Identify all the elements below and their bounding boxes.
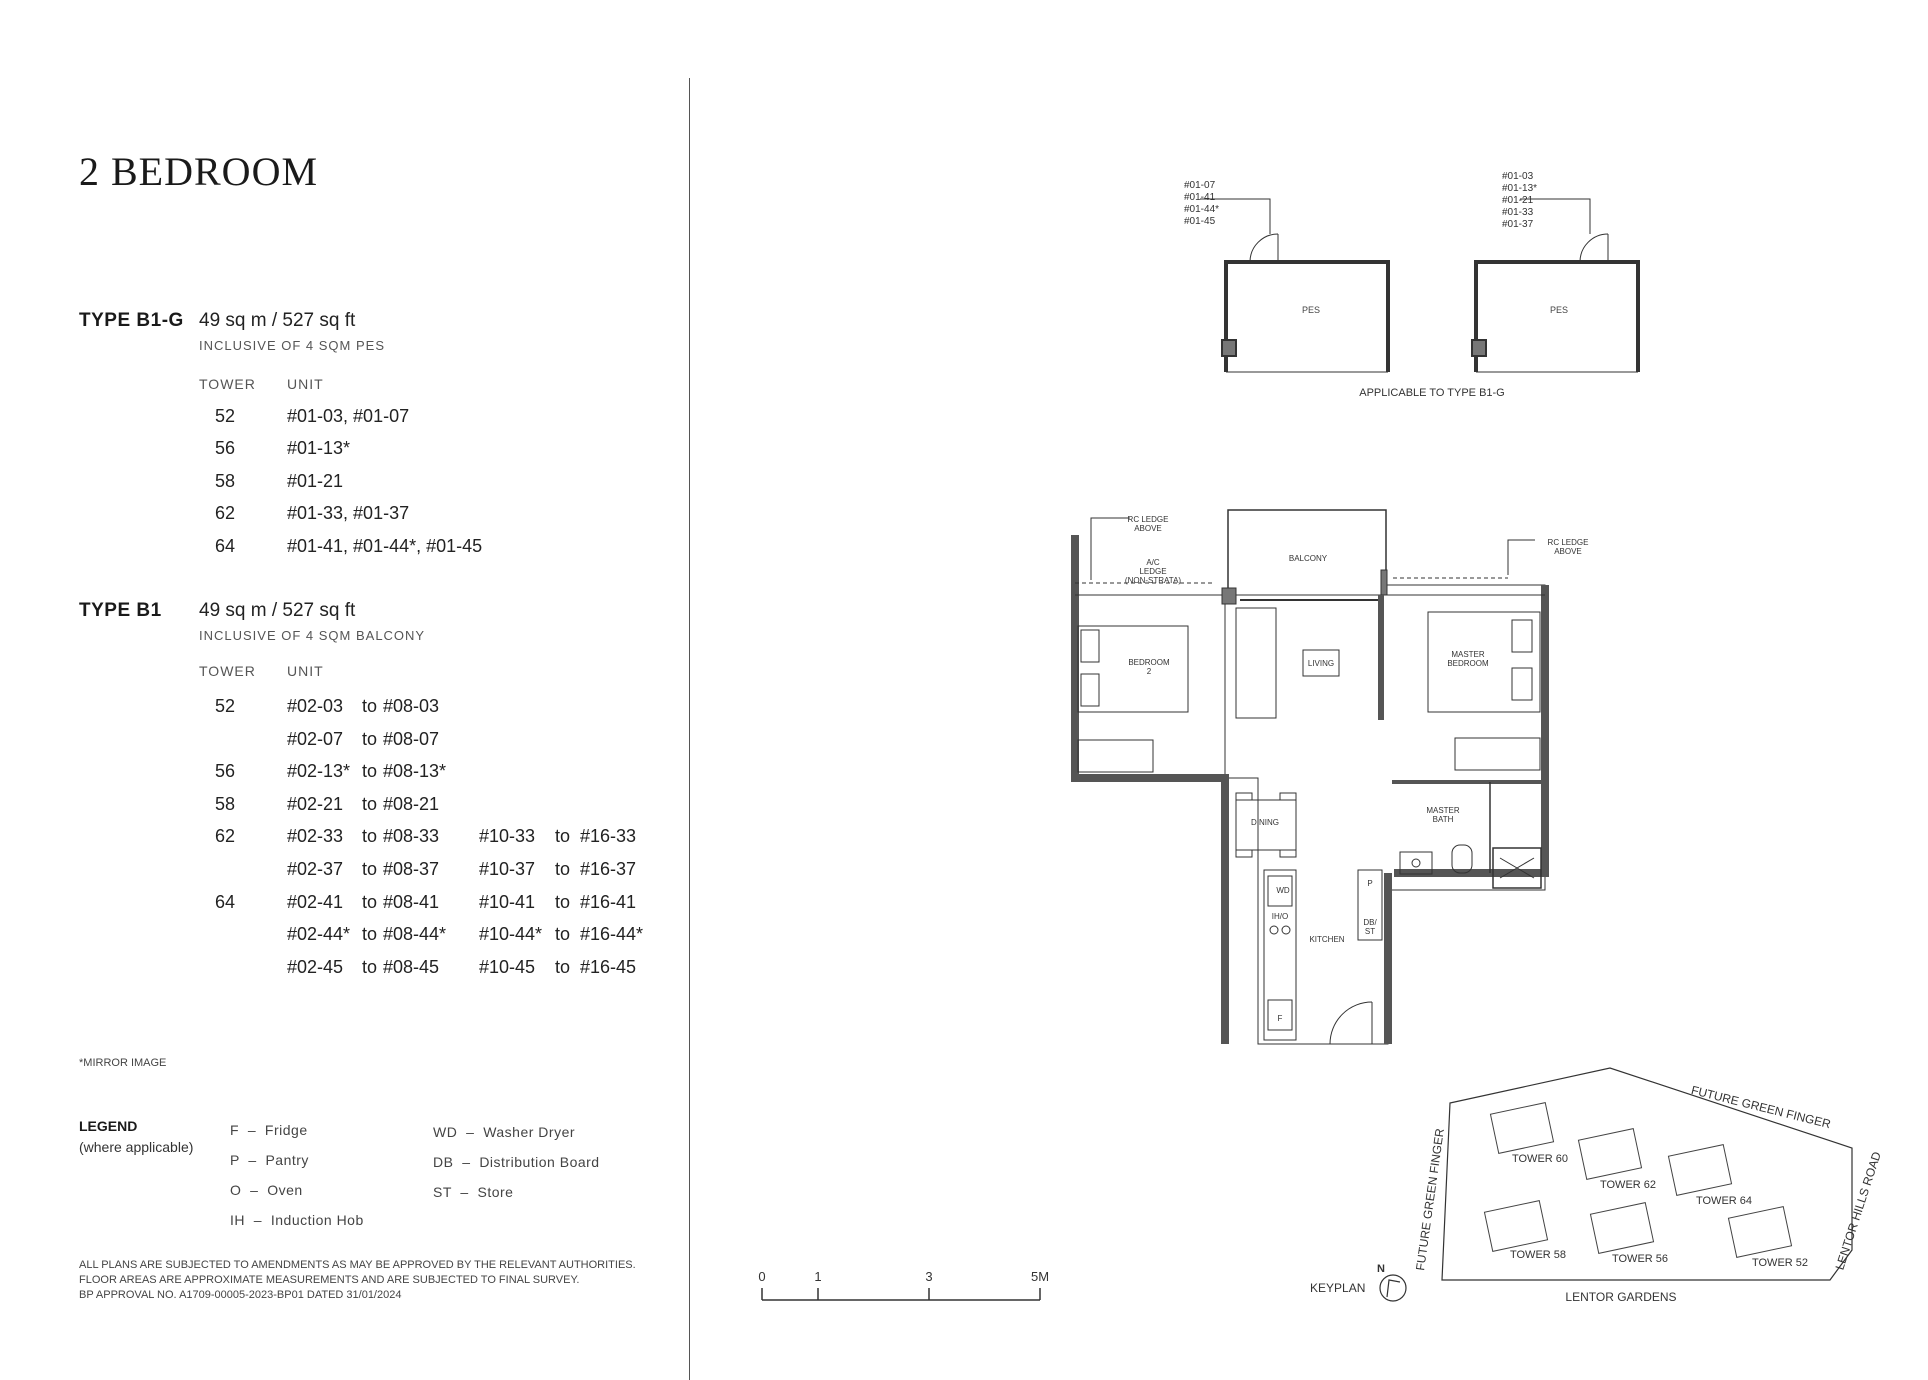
to-word: to bbox=[555, 826, 571, 846]
unit-cell: #01-33, #01-37 bbox=[287, 503, 410, 523]
tower-cell: 56 bbox=[215, 438, 236, 458]
fridge-label: F bbox=[1277, 1014, 1283, 1023]
scale-bar bbox=[762, 1288, 1040, 1300]
keyplan-tower-label: TOWER 60 bbox=[1511, 1153, 1569, 1165]
column-header-tower: TOWER bbox=[199, 663, 256, 679]
floor-plan-labels bbox=[1125, 515, 1589, 1023]
unit-to-cell: #08-33 bbox=[383, 826, 440, 846]
legend-label: Oven bbox=[267, 1182, 303, 1198]
unit-cell: #01-21 bbox=[287, 471, 344, 491]
to-word: to bbox=[362, 729, 378, 749]
to-word: to bbox=[362, 826, 378, 846]
disclaimer-line: BP APPROVAL NO. A1709-00005-2023-BP01 DATED 31/01/2024 bbox=[79, 1289, 402, 1301]
unit-from-cell: #10-45 bbox=[479, 957, 536, 977]
legend-code: WD bbox=[433, 1124, 458, 1140]
unit-to-cell: #08-07 bbox=[383, 729, 440, 749]
unit-cell: #01-41, #01-44*, #01-45 bbox=[287, 536, 483, 556]
ac-ledge-label: (NON-STRATA) bbox=[1124, 576, 1182, 585]
unit-from-cell: #02-45 bbox=[287, 957, 344, 977]
unit-cell: #01-03, #01-07 bbox=[287, 406, 410, 426]
keyplan-tower-label: TOWER 64 bbox=[1695, 1195, 1753, 1207]
pes-unit-label: #01-03 bbox=[1502, 171, 1534, 182]
rc-ledge-left-label: ABOVE bbox=[1134, 524, 1162, 533]
north-arrow-icon bbox=[1377, 1263, 1406, 1301]
pes-unit-label: #01-33 bbox=[1502, 207, 1534, 218]
db-st-label: DB/ bbox=[1363, 918, 1377, 927]
pes-unit-label: #01-45 bbox=[1184, 216, 1216, 227]
tower-cell: 58 bbox=[215, 471, 236, 491]
scale-tick-label: 5M bbox=[1030, 1269, 1050, 1284]
master-bath-label: MASTER bbox=[1426, 806, 1460, 815]
to-word: to bbox=[555, 892, 571, 912]
unit-type-name: TYPE B1-G bbox=[79, 310, 184, 331]
tower-cell: 52 bbox=[215, 696, 236, 716]
unit-to-cell: #08-45 bbox=[383, 957, 440, 977]
unit-from-cell: #02-44* bbox=[287, 924, 351, 944]
legend-item: P – Pantry bbox=[230, 1152, 309, 1168]
tower-cell: 62 bbox=[215, 826, 236, 846]
tower-cell: 58 bbox=[215, 794, 236, 814]
legend-code: O bbox=[230, 1182, 242, 1198]
legend-code: F bbox=[230, 1122, 240, 1138]
db-st-label: ST bbox=[1364, 927, 1376, 936]
to-word: to bbox=[362, 696, 378, 716]
legend-item: ST – Store bbox=[433, 1184, 514, 1200]
rc-ledge-right-label: ABOVE bbox=[1554, 547, 1582, 556]
page-title: 2 BEDROOM bbox=[79, 149, 319, 194]
tower-cell: 64 bbox=[215, 536, 236, 556]
legend-item: WD – Washer Dryer bbox=[433, 1124, 576, 1140]
unit-cell: #01-13* bbox=[287, 438, 351, 458]
to-word: to bbox=[362, 924, 378, 944]
unit-to-cell: #08-13* bbox=[383, 761, 447, 781]
legend-label: Induction Hob bbox=[270, 1212, 364, 1228]
column-header-unit: UNIT bbox=[287, 376, 324, 392]
pes-plan-left bbox=[1200, 199, 1388, 372]
tower-cell: 56 bbox=[215, 761, 236, 781]
rc-ledge-right-label: RC LEDGE bbox=[1547, 538, 1589, 547]
dining-label: DINING bbox=[1251, 818, 1279, 827]
pes-label: PES bbox=[1301, 305, 1321, 315]
to-word: to bbox=[362, 859, 378, 879]
unit-type-area: 49 sq m / 527 sq ft bbox=[199, 600, 356, 621]
unit-to-cell: #16-33 bbox=[580, 826, 637, 846]
legend-code: ST bbox=[433, 1184, 452, 1200]
legend-subheading: (where applicable) bbox=[79, 1139, 194, 1155]
unit-from-cell: #02-37 bbox=[287, 859, 344, 879]
unit-from-cell: #02-07 bbox=[287, 729, 344, 749]
pes-right-unit-list bbox=[1502, 171, 1537, 230]
future-green-finger-left-label: FUTURE GREEN FINGER bbox=[1413, 1127, 1447, 1272]
pes-plan-right bbox=[1472, 199, 1638, 372]
to-word: to bbox=[362, 957, 378, 977]
legend-item: DB – Distribution Board bbox=[433, 1154, 600, 1170]
tower-cell: 62 bbox=[215, 503, 236, 523]
unit-to-cell: #08-37 bbox=[383, 859, 440, 879]
disclaimer-line: ALL PLANS ARE SUBJECTED TO AMENDMENTS AS MAY BE APPROVED BY THE RELEVANT AUTHORITIES. bbox=[79, 1259, 636, 1271]
lentor-gardens-label: LENTOR GARDENS bbox=[1565, 1290, 1677, 1304]
pes-left-unit-list bbox=[1184, 180, 1219, 227]
legend-label: Store bbox=[477, 1184, 514, 1200]
unit-floor-plan bbox=[1075, 510, 1545, 1044]
tower-cell: 64 bbox=[215, 892, 236, 912]
bedroom2-label: 2 bbox=[1146, 667, 1152, 676]
unit-to-cell: #08-41 bbox=[383, 892, 440, 912]
pes-unit-label: #01-44* bbox=[1184, 204, 1220, 215]
balcony-label: BALCONY bbox=[1288, 554, 1328, 563]
unit-to-cell: #16-41 bbox=[580, 892, 637, 912]
keyplan-label: KEYPLAN bbox=[1310, 1281, 1366, 1295]
unit-to-cell: #08-44* bbox=[383, 924, 447, 944]
unit-to-cell: #16-45 bbox=[580, 957, 637, 977]
keyplan-tower-label: TOWER 56 bbox=[1611, 1253, 1669, 1265]
to-word: to bbox=[362, 794, 378, 814]
unit-from-cell: #02-33 bbox=[287, 826, 344, 846]
scale-tick-label: 3 bbox=[925, 1269, 933, 1284]
unit-from-cell: #02-41 bbox=[287, 892, 344, 912]
legend-item: O – Oven bbox=[230, 1182, 303, 1198]
ac-ledge-label: LEDGE bbox=[1139, 567, 1167, 576]
legend-code: IH bbox=[230, 1212, 245, 1228]
ac-ledge-label: A/C bbox=[1146, 558, 1160, 567]
to-word: to bbox=[362, 892, 378, 912]
tower-cell: 52 bbox=[215, 406, 236, 426]
unit-type-name: TYPE B1 bbox=[79, 600, 162, 621]
column-header-unit: UNIT bbox=[287, 663, 324, 679]
pes-unit-label: #01-13* bbox=[1502, 183, 1538, 194]
master-bath-label: BATH bbox=[1432, 815, 1454, 824]
unit-to-cell: #16-44* bbox=[580, 924, 644, 944]
unit-from-cell: #10-37 bbox=[479, 859, 536, 879]
bedroom2-label: BEDROOM bbox=[1128, 658, 1170, 667]
unit-from-cell: #10-44* bbox=[479, 924, 543, 944]
to-word: to bbox=[362, 761, 378, 781]
unit-from-cell: #02-13* bbox=[287, 761, 351, 781]
scale-tick-label: 0 bbox=[758, 1269, 766, 1284]
pes-caption: APPLICABLE TO TYPE B1-G bbox=[1359, 387, 1505, 399]
future-green-finger-top-label: FUTURE GREEN FINGER bbox=[1689, 1082, 1833, 1132]
pes-unit-label: #01-07 bbox=[1184, 180, 1216, 191]
legend-code: DB bbox=[433, 1154, 454, 1170]
unit-to-cell: #16-37 bbox=[580, 859, 637, 879]
keyplan-tower-label: TOWER 58 bbox=[1509, 1249, 1567, 1261]
legend-heading: LEGEND bbox=[79, 1118, 138, 1134]
master-bedroom-label: MASTER bbox=[1451, 650, 1485, 659]
scale-tick-label: 1 bbox=[814, 1269, 822, 1284]
kitchen-label: KITCHEN bbox=[1309, 935, 1345, 944]
unit-to-cell: #08-03 bbox=[383, 696, 440, 716]
legend-code: P bbox=[230, 1152, 240, 1168]
column-header-tower: TOWER bbox=[199, 376, 256, 392]
pantry-label: P bbox=[1367, 879, 1373, 888]
pes-unit-label: #01-21 bbox=[1502, 195, 1534, 206]
legend-label: Washer Dryer bbox=[483, 1124, 576, 1140]
unit-from-cell: #10-33 bbox=[479, 826, 536, 846]
to-word: to bbox=[555, 957, 571, 977]
rc-ledge-left-label: RC LEDGE bbox=[1127, 515, 1169, 524]
unit-from-cell: #10-41 bbox=[479, 892, 536, 912]
unit-type-area: 49 sq m / 527 sq ft bbox=[199, 310, 356, 331]
wd-label: WD bbox=[1276, 886, 1290, 895]
pes-unit-label: #01-41 bbox=[1184, 192, 1216, 203]
lentor-hills-road-label: LENTOR HILLS ROAD bbox=[1832, 1150, 1884, 1272]
master-bedroom-label: BEDROOM bbox=[1447, 659, 1489, 668]
disclaimer-line: FLOOR AREAS ARE APPROXIMATE MEASUREMENTS AND ARE SUBJECTED TO FINAL SURVEY. bbox=[79, 1274, 580, 1286]
living-label: LIVING bbox=[1307, 659, 1335, 668]
to-word: to bbox=[555, 859, 571, 879]
unit-type-note: INCLUSIVE OF 4 SQM BALCONY bbox=[199, 628, 426, 643]
to-word: to bbox=[555, 924, 571, 944]
legend-item: F – Fridge bbox=[230, 1122, 308, 1138]
unit-to-cell: #08-21 bbox=[383, 794, 440, 814]
legend-item: IH – Induction Hob bbox=[230, 1212, 364, 1228]
legend-label: Distribution Board bbox=[479, 1154, 600, 1170]
scale-bar-ticks bbox=[758, 1269, 1049, 1284]
unit-from-cell: #02-03 bbox=[287, 696, 344, 716]
unit-from-cell: #02-21 bbox=[287, 794, 344, 814]
legend-label: Pantry bbox=[265, 1152, 309, 1168]
pes-label: PES bbox=[1549, 305, 1569, 315]
legend-label: Fridge bbox=[264, 1122, 308, 1138]
north-label: N bbox=[1377, 1263, 1385, 1275]
keyplan-tower-label: TOWER 52 bbox=[1751, 1257, 1809, 1269]
pes-unit-label: #01-37 bbox=[1502, 219, 1534, 230]
unit-type-note: INCLUSIVE OF 4 SQM PES bbox=[199, 338, 385, 353]
mirror-image-note: *MIRROR IMAGE bbox=[79, 1057, 167, 1069]
keyplan-tower-label: TOWER 62 bbox=[1599, 1179, 1657, 1191]
ih-o-label: IH/O bbox=[1271, 912, 1289, 921]
